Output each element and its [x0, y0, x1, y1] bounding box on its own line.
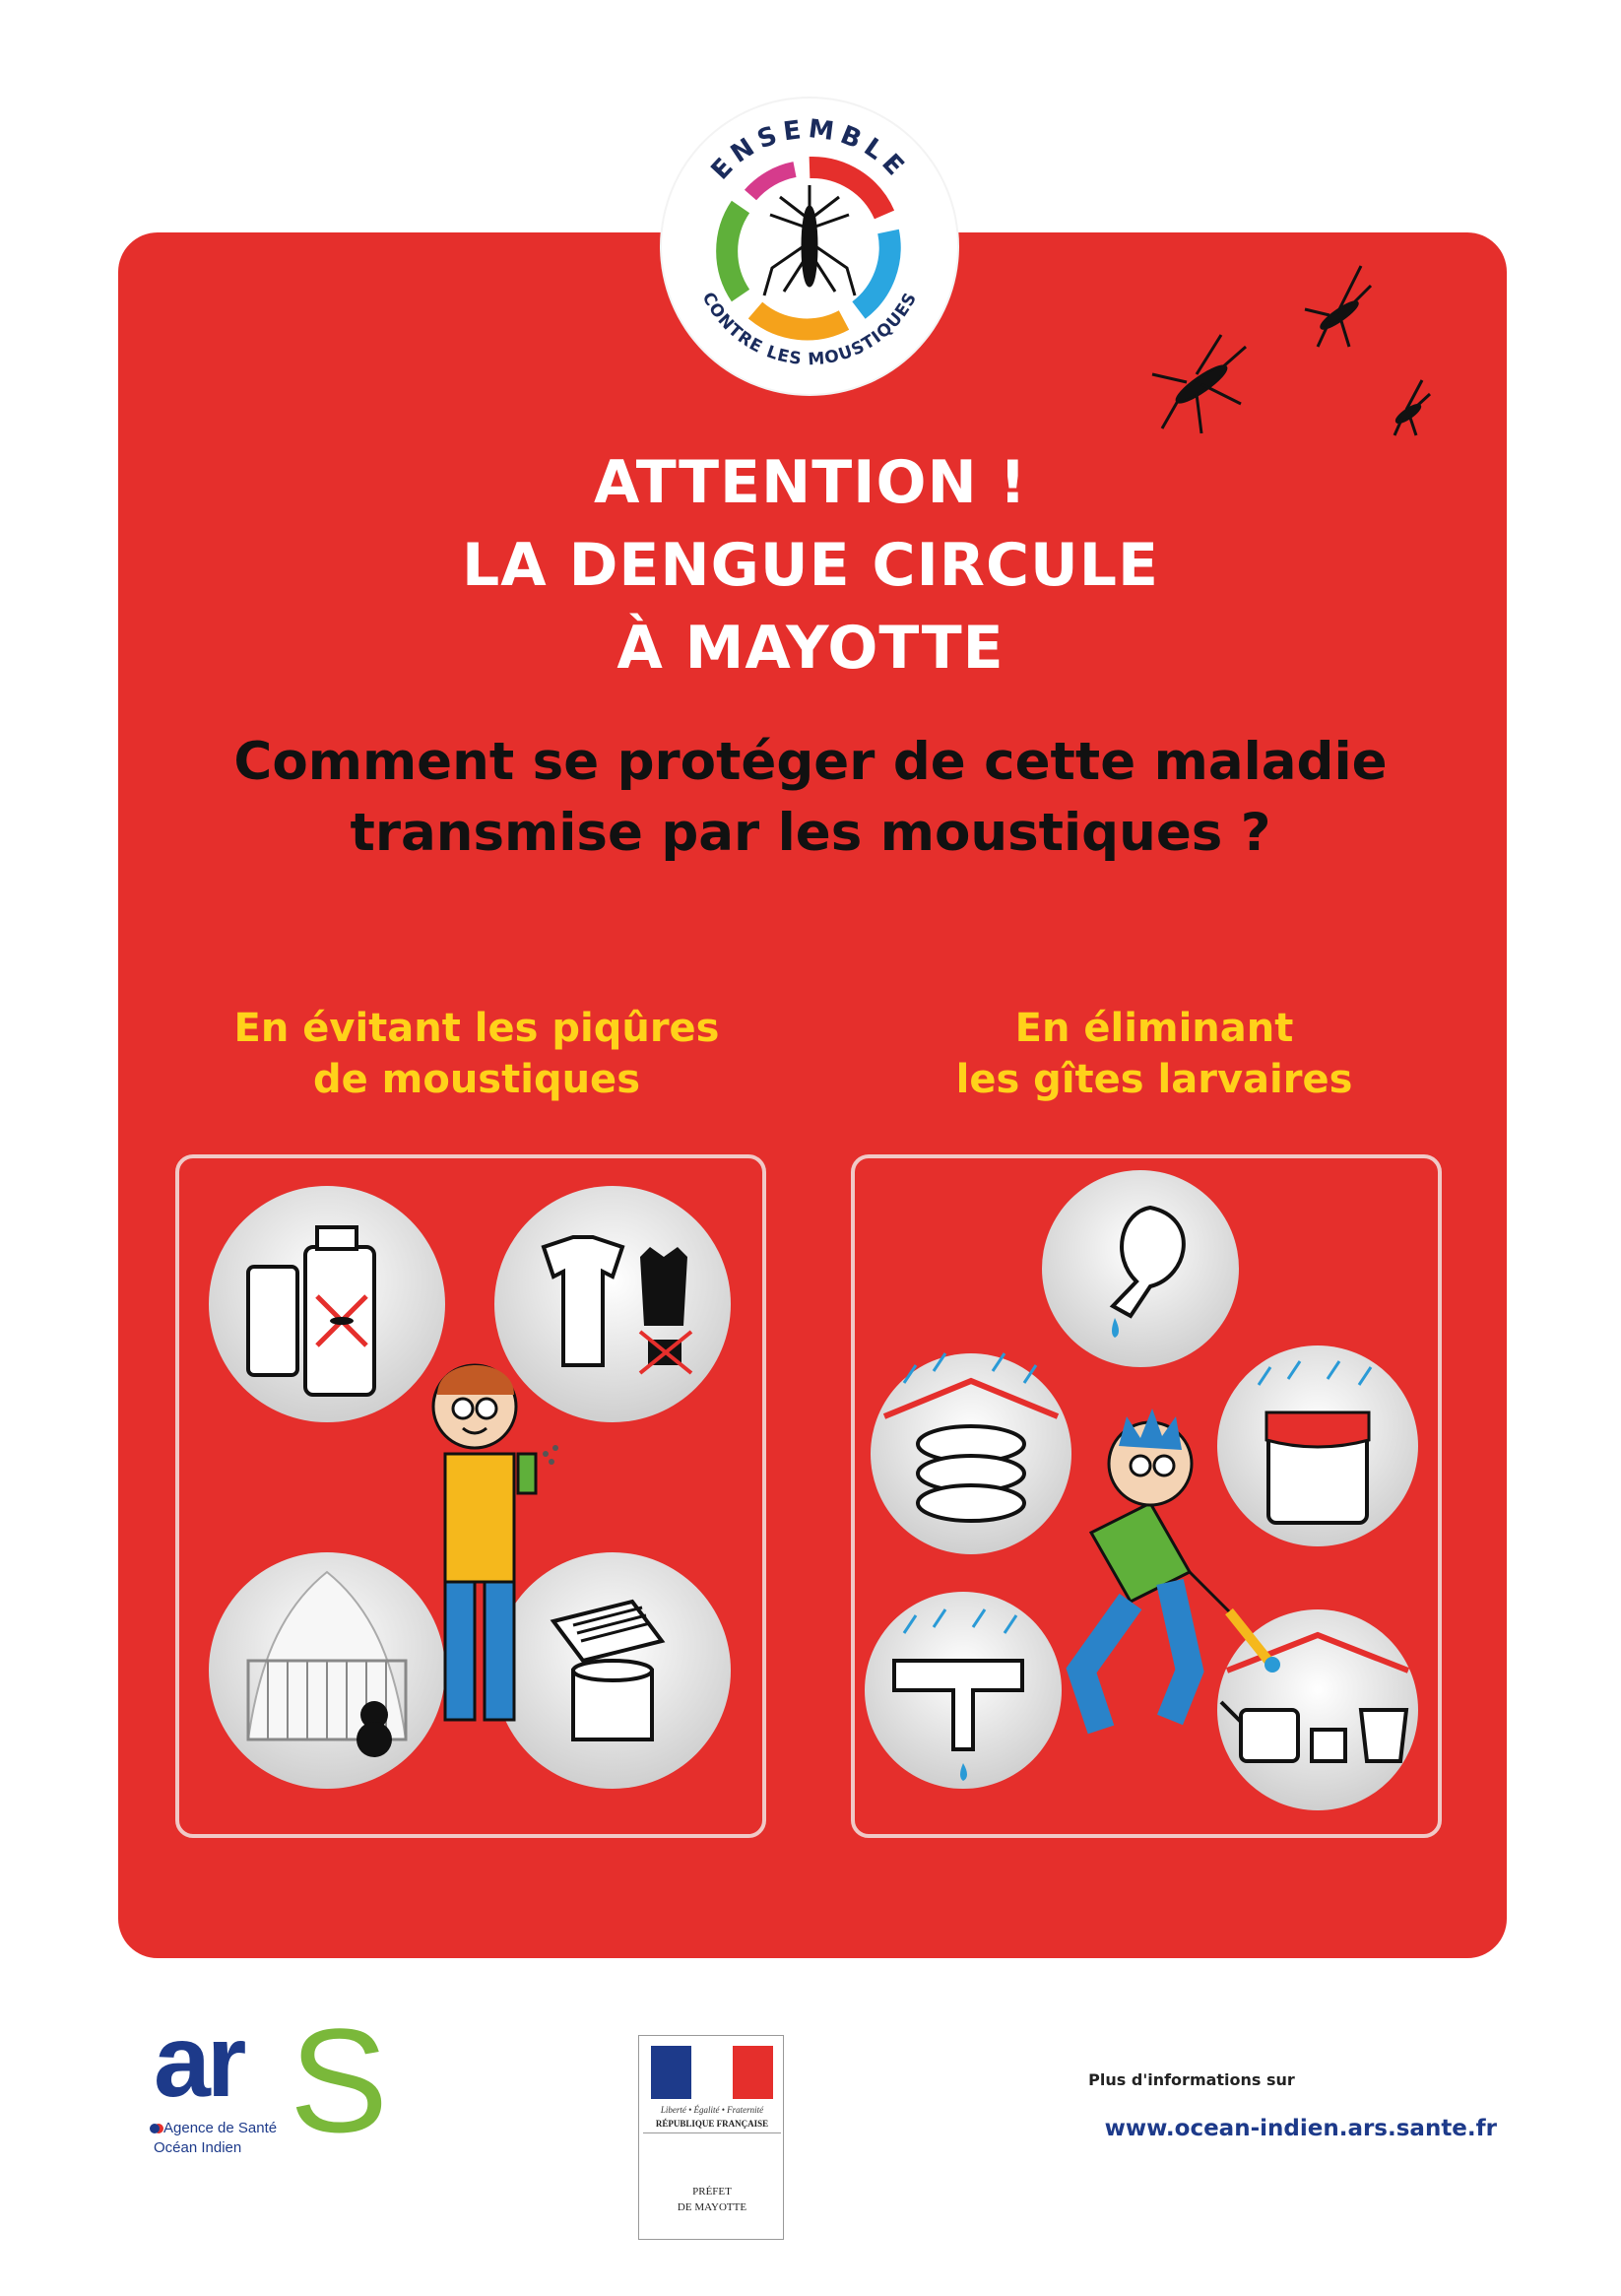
republique-text: RÉPUBLIQUE FRANÇAISE	[643, 2119, 781, 2133]
ensemble-logo	[662, 98, 957, 394]
ars-logo-s: S	[290, 1998, 389, 2163]
gutter-cleaning-icon	[865, 1592, 1062, 1789]
prefet-logo	[638, 2035, 784, 2240]
mosquito-net-crib-icon	[209, 1552, 445, 1789]
more-info-text: Plus d'informations sur	[1088, 2070, 1295, 2089]
headline-line-3: À MAYOTTE	[616, 614, 1005, 683]
headline	[0, 441, 1621, 689]
right-column-title	[849, 1003, 1459, 1105]
logo-swirl-green	[727, 207, 741, 295]
empty-bag-icon	[1042, 1170, 1239, 1367]
left-panel	[175, 1154, 766, 1838]
logo-top-text: ENSEMBLE	[705, 114, 914, 186]
ars-logo	[144, 1998, 389, 2163]
website-link[interactable]: www.ocean-indien.ars.sante.fr	[1104, 2116, 1497, 2141]
french-flag-icon	[651, 2046, 773, 2099]
covered-tires-icon	[871, 1353, 1071, 1554]
mosquito-small-icon	[1394, 380, 1430, 435]
ars-dot-icon	[150, 2124, 160, 2133]
logo-bottom-text: CONTRE LES MOUSTIQUES	[697, 289, 922, 370]
ars-logo-word: ar	[154, 2004, 243, 2119]
repellent-icon	[209, 1186, 445, 1422]
logo-graphic	[662, 98, 957, 394]
headline-line-1: ATTENTION !	[594, 448, 1027, 517]
mosquito-diffuser-icon	[494, 1552, 731, 1789]
logo-swirl-red	[810, 167, 884, 215]
prefet-line-2: DE MAYOTTE	[677, 2201, 747, 2213]
covered-jar-icon	[1217, 1345, 1418, 1546]
question	[0, 727, 1621, 869]
left-column-title	[171, 1003, 782, 1105]
right-title-line-1: En éliminant	[1014, 1006, 1294, 1051]
headline-line-2: LA DENGUE CIRCULE	[462, 531, 1159, 600]
left-title-line-2: de moustiques	[312, 1057, 640, 1102]
question-line-2: transmise par les moustiques ?	[350, 803, 1271, 863]
prefet-label	[643, 2184, 781, 2215]
covering-clothes-icon	[494, 1186, 731, 1422]
logo-swirl-orange	[755, 310, 844, 329]
flying-mosquitoes-icon	[1142, 256, 1477, 453]
svg-text:ENSEMBLE	[706, 114, 914, 185]
ars-subtitle-2: Océan Indien	[154, 2139, 242, 2156]
mosquito-medium-icon	[1305, 266, 1371, 347]
left-title-line-1: En évitant les piqûres	[233, 1006, 720, 1051]
mosquito-large-icon	[1152, 335, 1246, 433]
right-panel	[851, 1154, 1442, 1838]
mosquito-icon	[764, 185, 855, 295]
prefet-line-1: PRÉFET	[692, 2186, 732, 2198]
question-line-1: Comment se protéger de cette maladie	[233, 732, 1388, 792]
right-title-line-2: les gîtes larvaires	[955, 1057, 1353, 1102]
logo-swirl-blue	[859, 231, 890, 310]
devise-text: Liberté • Égalité • Fraternité	[660, 2105, 764, 2115]
ars-subtitle-1: Agence de Santé	[163, 2120, 278, 2136]
logo-swirl-pink	[750, 169, 795, 195]
